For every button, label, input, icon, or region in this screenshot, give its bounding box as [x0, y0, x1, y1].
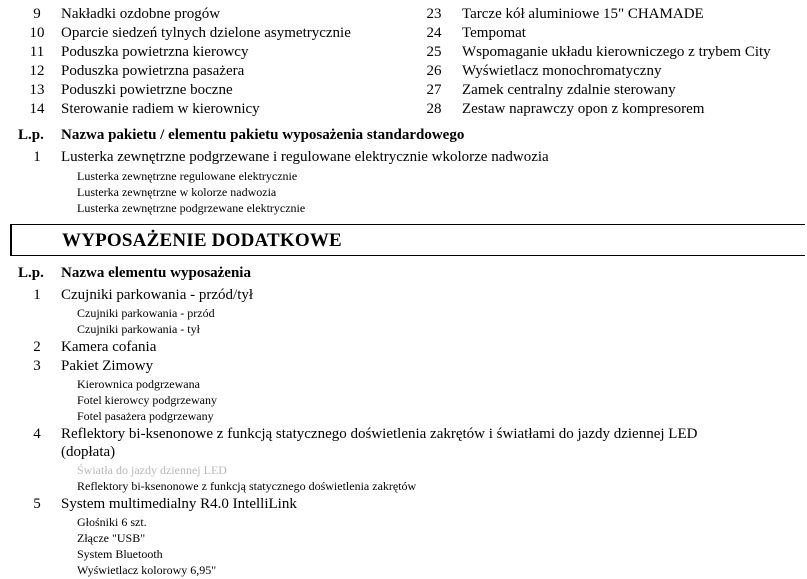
extras-header-title: Nazwa elementu wyposażenia	[61, 265, 251, 281]
section-title: WYPOSAŻENIE DODATKOWE	[62, 230, 342, 251]
item-number: 24	[426, 25, 442, 41]
extra-sub-item: Fotel kierowcy podgrzewany	[77, 393, 217, 407]
extra-item-number: 2	[33, 339, 41, 355]
extra-item-number: 3	[33, 358, 41, 374]
extra-sub-item: Czujniki parkowania - tył	[77, 322, 200, 336]
item-number: 25	[426, 44, 442, 60]
item-text: Zamek centralny zdalnie sterowany	[462, 82, 676, 98]
extra-sub-item: Wyświetlacz kolorowy 6,95"	[77, 563, 217, 577]
package-item-number: 1	[33, 149, 41, 165]
extra-item-number: 4	[33, 426, 41, 442]
extra-item-text: Kamera cofania	[61, 339, 157, 355]
extra-item-number: 1	[33, 287, 41, 303]
item-number: 27	[426, 82, 442, 98]
section-header-box	[10, 224, 805, 256]
package-header-title: Nazwa pakietu / elementu pakietu wyposażenia standardowego	[61, 127, 465, 143]
extra-item-text: Pakiet Zimowy	[61, 358, 154, 374]
item-text: Oparcie siedzeń tylnych dzielone asymetrycznie	[61, 25, 351, 41]
extra-sub-item: Kierownica podgrzewana	[77, 377, 200, 391]
extra-sub-item: Światła do jazdy dziennej LED	[77, 463, 227, 477]
item-text: Nakładki ozdobne progów	[61, 6, 221, 22]
extra-sub-item: Reflektory bi-ksenonowe z funkcją statycznego doświetlenia zakrętów	[77, 479, 417, 493]
extras-header-lp: L.p.	[18, 265, 44, 281]
extra-sub-item: Fotel pasażera podgrzewany	[77, 409, 214, 423]
item-text: Tarcze kół aluminiowe 15" CHAMADE	[462, 6, 704, 22]
item-number: 10	[29, 25, 45, 41]
package-item-text: Lusterka zewnętrzne podgrzewane i regulowane elektrycznie wkolorze nadwozia	[61, 149, 549, 165]
item-text: Wyświetlacz monochromatyczny	[462, 63, 662, 79]
package-sub-item: Lusterka zewnętrzne w kolorze nadwozia	[77, 185, 277, 199]
item-text: Tempomat	[462, 25, 526, 41]
item-number: 23	[426, 6, 442, 22]
extra-sub-item: System Bluetooth	[77, 547, 163, 561]
package-header-lp: L.p.	[18, 127, 44, 143]
item-text: Poduszki powietrzne boczne	[61, 82, 233, 98]
extra-item-text: Reflektory bi-ksenonowe z funkcją statycznego doświetlenia zakrętów i światłami do jazdy dziennej LED	[61, 426, 698, 442]
extra-sub-item: Głośniki 6 szt.	[77, 515, 147, 529]
item-number: 26	[426, 63, 442, 79]
extra-sub-item: Złącze "USB"	[77, 531, 146, 545]
package-sub-item: Lusterka zewnętrzne podgrzewane elektrycznie	[77, 201, 306, 215]
item-text: Wspomaganie układu kierowniczego z trybem City	[462, 44, 771, 60]
extra-item-text: Czujniki parkowania - przód/tył	[61, 287, 254, 303]
extra-item-text: System multimedialny R4.0 IntelliLink	[61, 496, 297, 512]
item-number: 28	[426, 101, 442, 117]
item-text: Poduszka powietrzna kierowcy	[61, 44, 249, 60]
extra-item-number: 5	[33, 496, 41, 512]
item-number: 14	[29, 101, 45, 117]
extra-item-text-continued: (dopłata)	[61, 444, 116, 460]
item-number: 9	[33, 6, 41, 22]
item-number: 12	[29, 63, 45, 79]
item-number: 11	[29, 44, 45, 60]
item-text: Sterowanie radiem w kierownicy	[61, 101, 260, 117]
item-text: Zestaw naprawczy opon z kompresorem	[462, 101, 705, 117]
extra-sub-item: Czujniki parkowania - przód	[77, 306, 215, 320]
package-sub-item: Lusterka zewnętrzne regulowane elektrycznie	[77, 169, 298, 183]
item-number: 13	[29, 82, 45, 98]
item-text: Poduszka powietrzna pasażera	[61, 63, 245, 79]
